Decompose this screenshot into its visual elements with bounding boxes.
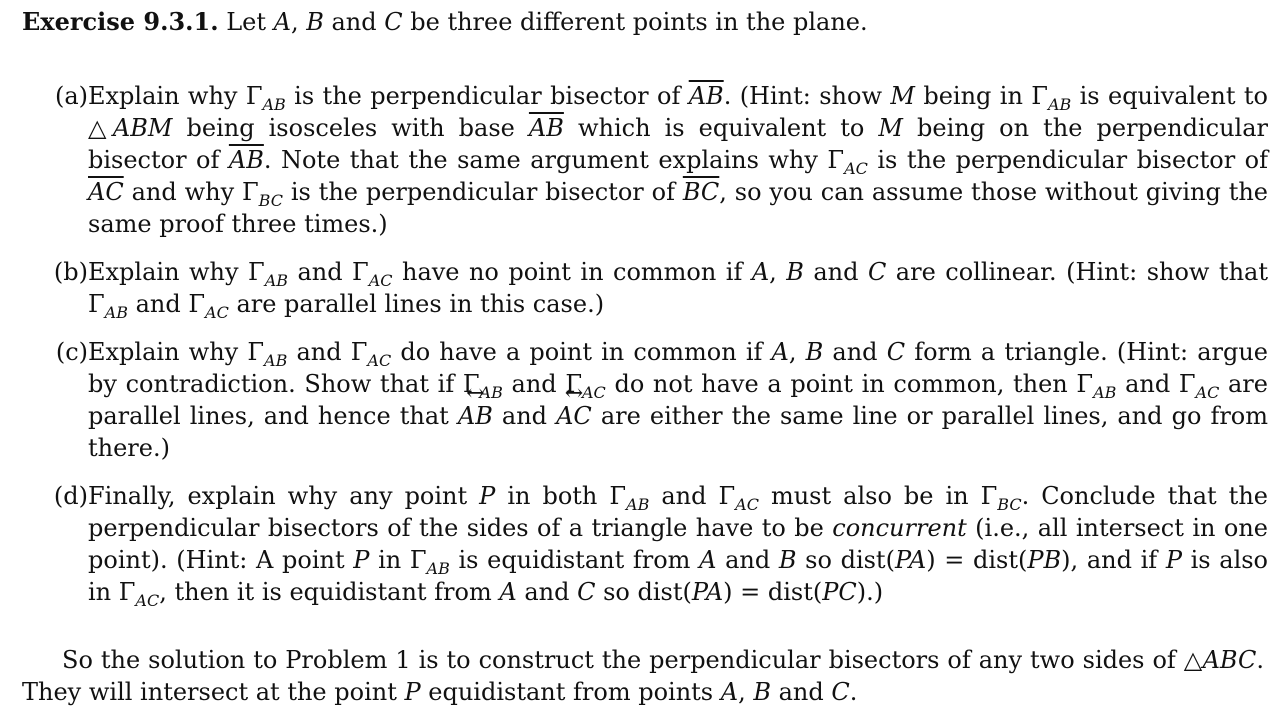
part-text: Explain why $\Gamma_{AB}$ and $\Gamma_{AC}$ do have a point in common if A, B and C form a triangle. (Hint: argue by contradiction. Show that if $\Gamma_{AB}$ and $\Gamma_{AC}$ do not have a point in common, then $\Gamma_{AB}$ and $\Gamma_{AC}$ are parallel lines, and hence that ↔ AB and ↔ AC are either the same line or parallel lines, and go from there.) [88, 336, 1268, 464]
closing-paragraph: So the solution to Problem 1 is to construct the perpendicular bisectors of any two sides of △ABC. They will intersect at the point P equidistant from points A, B and C. [22, 646, 1264, 706]
exercise-part-c [22, 336, 1268, 464]
part-text: Explain why $\Gamma_{AB}$ and $\Gamma_{AC}$ have no point in common if A, B and C are collinear. (Hint: show that $\Gamma_{AB}$ and $\Gamma_{AC}$ are parallel lines in this case.) [88, 258, 1268, 322]
exercise-heading [22, 6, 1268, 38]
part-text: Explain why $\Gamma_{AB}$ is the perpendicular bisector of $\overline{AB}$. (Hint: show M being in $\Gamma_{AB}$ is equivalent to △ABM being isosceles with base $\overline{AB}$ which is equivalent to M being on the perpendicular bisector of $\overline{AB}$. Note that the same argument explains why $\Gamma_{AC}$ is the perpendicular bisector of $\overline{AC}$ and why $\Gamma_{BC}$ is the perpendicular bisector of $\overline{BC}$, so you can assume those without giving the same proof three times.) [88, 82, 1269, 238]
part-label: (d) [53, 482, 88, 510]
exercise-parts [22, 80, 1268, 608]
exercise-intro: Let A, B and C be three different points in the plane. [226, 8, 868, 36]
exercise-label: Exercise 9.3.1. [22, 7, 219, 36]
exercise-part-b [22, 256, 1268, 320]
part-label: (a) [54, 82, 88, 110]
part-label: (b) [53, 258, 88, 286]
part-text: Finally, explain why any point P in both $\Gamma_{AB}$ and $\Gamma_{AC}$ must also be in $\Gamma_{BC}$. Conclude that the perpendicular bisectors of the sides of a triangle have to be concurrent (i.e., all intersect in one point). (Hint: A point P in $\Gamma_{AB}$ is equidistant from A and B so dist(PA) = dist(PB), and if P is also in $\Gamma_{AC}$, then it is equidistant from A and C so dist(PA) = dist(PC).) [88, 482, 1269, 610]
exercise-part-a [22, 80, 1268, 240]
part-label: (c) [55, 338, 88, 366]
exercise-part-d [22, 480, 1268, 608]
